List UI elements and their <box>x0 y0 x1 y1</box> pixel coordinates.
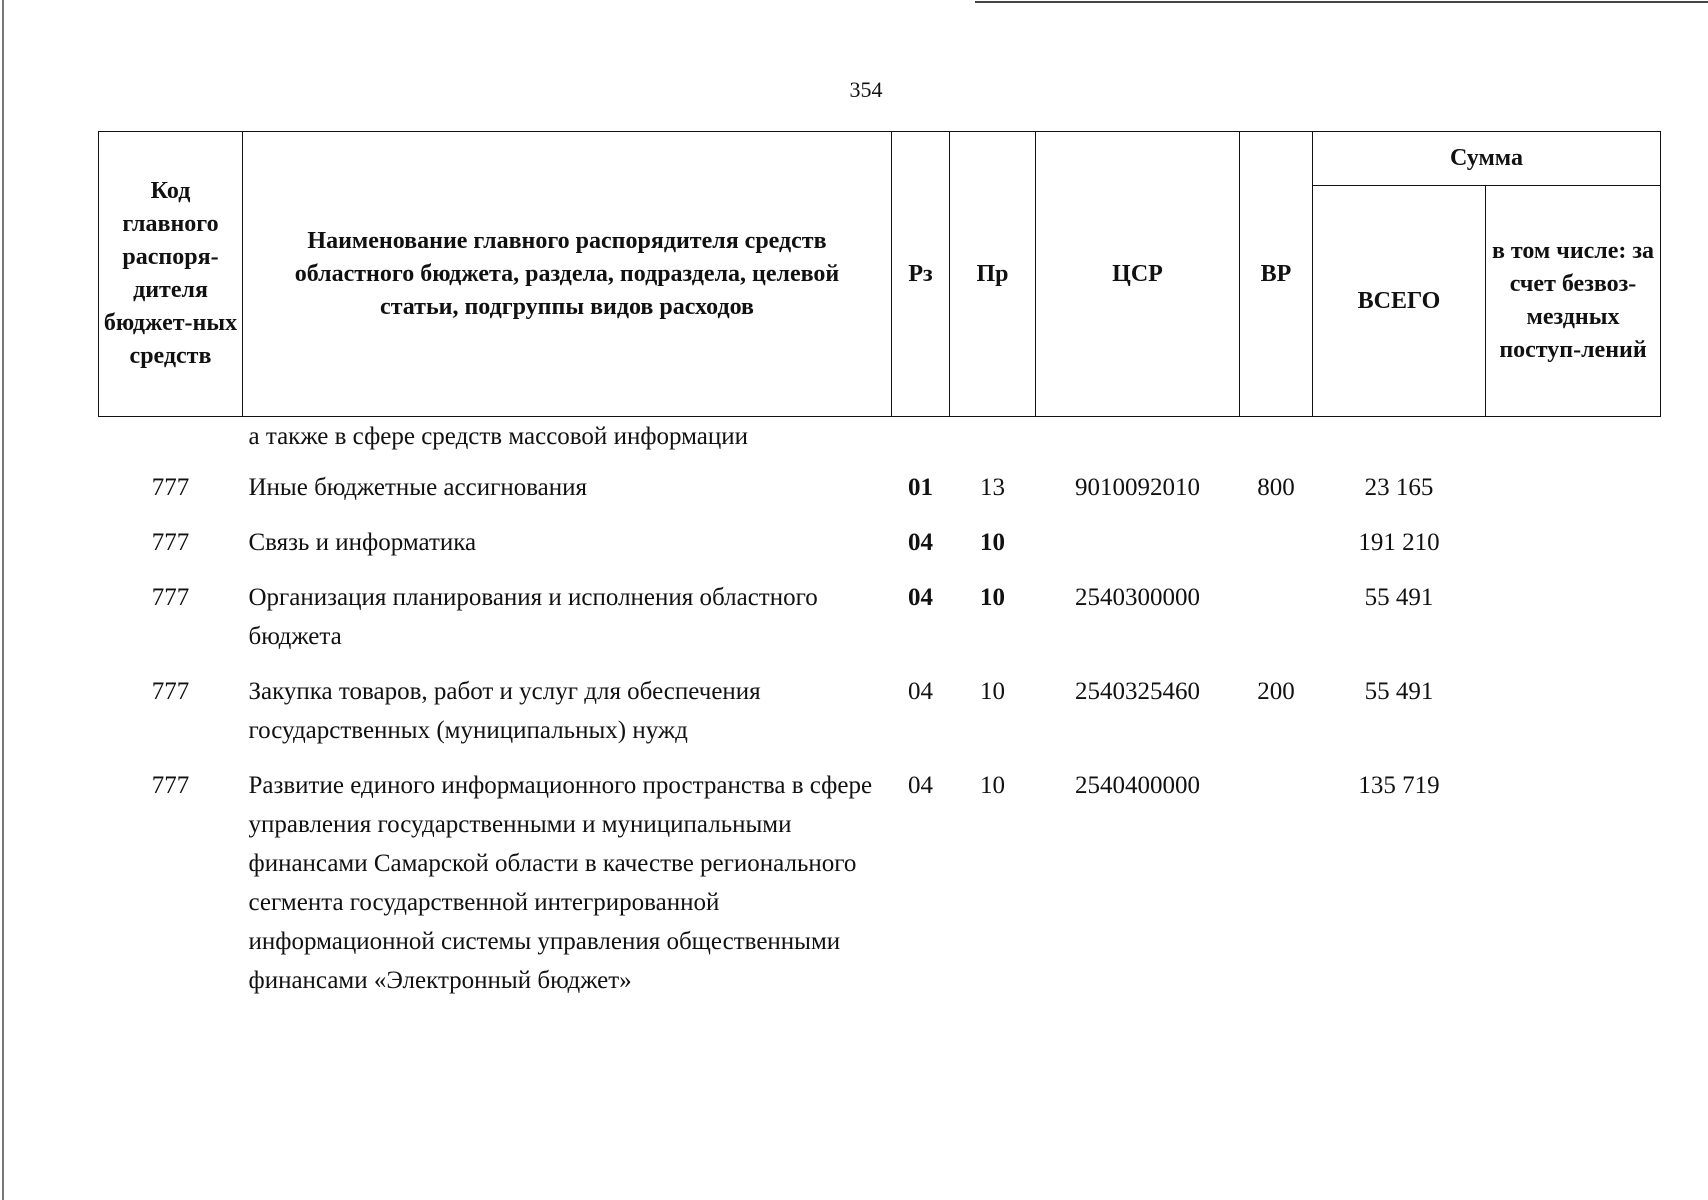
cell-rz: 01 <box>908 474 933 501</box>
header-pr: Пр <box>950 132 1036 417</box>
cell-code: 777 <box>151 529 190 556</box>
page-number: 354 <box>849 77 883 102</box>
cell-csr: 2540325460 <box>1075 678 1200 705</box>
cell-vr: 800 <box>1257 474 1295 501</box>
cell-name: Развитие единого информационного пространства в сфере управления государственными и муниципальными финансами Самарской области в качестве регионального сегмента государственной интегрированной информационной системы управления общественными финансами «Электронный бюджет» <box>248 772 873 994</box>
header-code: Код главного распоря-дителя бюджет-ных средств <box>99 132 243 417</box>
cell-total: 23 165 <box>1364 474 1434 501</box>
cell-csr <box>1036 523 1240 578</box>
cell-rz: 04 <box>908 529 933 556</box>
cell-code: 777 <box>151 678 190 705</box>
cell-total: 135 719 <box>1358 772 1440 799</box>
table-header <box>99 132 1661 417</box>
header-name: Наименование главного распорядителя средств областного бюджета, раздела, подраздела, целевой статьи, подгруппы видов расходов <box>243 132 892 417</box>
cell-rz: 04 <box>908 772 933 799</box>
cell-vr <box>1240 578 1313 672</box>
budget-table <box>98 131 1661 1016</box>
header-vr: ВР <box>1240 132 1313 417</box>
cell-total: 191 210 <box>1358 529 1440 556</box>
cell-empty <box>892 417 1661 469</box>
cell-name: Связь и информатика <box>248 529 477 556</box>
cell-pr: 10 <box>980 678 1005 705</box>
scan-edge-left <box>2 0 4 1200</box>
header-sum: Сумма <box>1313 132 1661 186</box>
cell-empty <box>99 417 243 469</box>
cell-gratuitous <box>1486 468 1661 523</box>
cell-csr: 9010092010 <box>1075 474 1200 501</box>
header-total: ВСЕГО <box>1313 186 1486 417</box>
table-row <box>99 468 1661 523</box>
header-rz: Рз <box>892 132 950 417</box>
continuation-text: а также в сфере средств массовой информации <box>248 423 749 450</box>
cell-gratuitous <box>1486 578 1661 672</box>
table-row <box>99 672 1661 766</box>
cell-vr <box>1240 766 1313 1016</box>
header-gratuitous: в том числе: за счет безвоз-мездных поступ-лений <box>1486 186 1661 417</box>
cell-name: Иные бюджетные ассигнования <box>248 474 588 501</box>
table-row <box>99 766 1661 1016</box>
cell-csr: 2540400000 <box>1075 772 1200 799</box>
cell-rz: 04 <box>908 584 933 611</box>
cell-vr: 200 <box>1257 678 1295 705</box>
table-row-continuation <box>99 417 1661 469</box>
cell-rz: 04 <box>908 678 933 705</box>
cell-total: 55 491 <box>1364 584 1434 611</box>
table-body <box>99 417 1661 1017</box>
cell-vr <box>1240 523 1313 578</box>
cell-name: Закупка товаров, работ и услуг для обеспечения государственных (муниципальных) нужд <box>248 678 761 744</box>
cell-name: Организация планирования и исполнения областного бюджета <box>248 584 818 650</box>
cell-code: 777 <box>151 584 190 611</box>
table-row <box>99 523 1661 578</box>
cell-total: 55 491 <box>1364 678 1434 705</box>
cell-pr: 10 <box>980 529 1005 556</box>
cell-gratuitous <box>1486 672 1661 766</box>
header-csr: ЦСР <box>1036 132 1240 417</box>
cell-gratuitous <box>1486 766 1661 1016</box>
cell-pr: 13 <box>980 474 1005 501</box>
cell-gratuitous <box>1486 523 1661 578</box>
scan-edge-top <box>975 1 1708 3</box>
cell-pr: 10 <box>980 584 1005 611</box>
cell-csr: 2540300000 <box>1075 584 1200 611</box>
cell-pr: 10 <box>980 772 1005 799</box>
cell-code: 777 <box>151 772 190 799</box>
cell-code: 777 <box>151 474 190 501</box>
table-row <box>99 578 1661 672</box>
